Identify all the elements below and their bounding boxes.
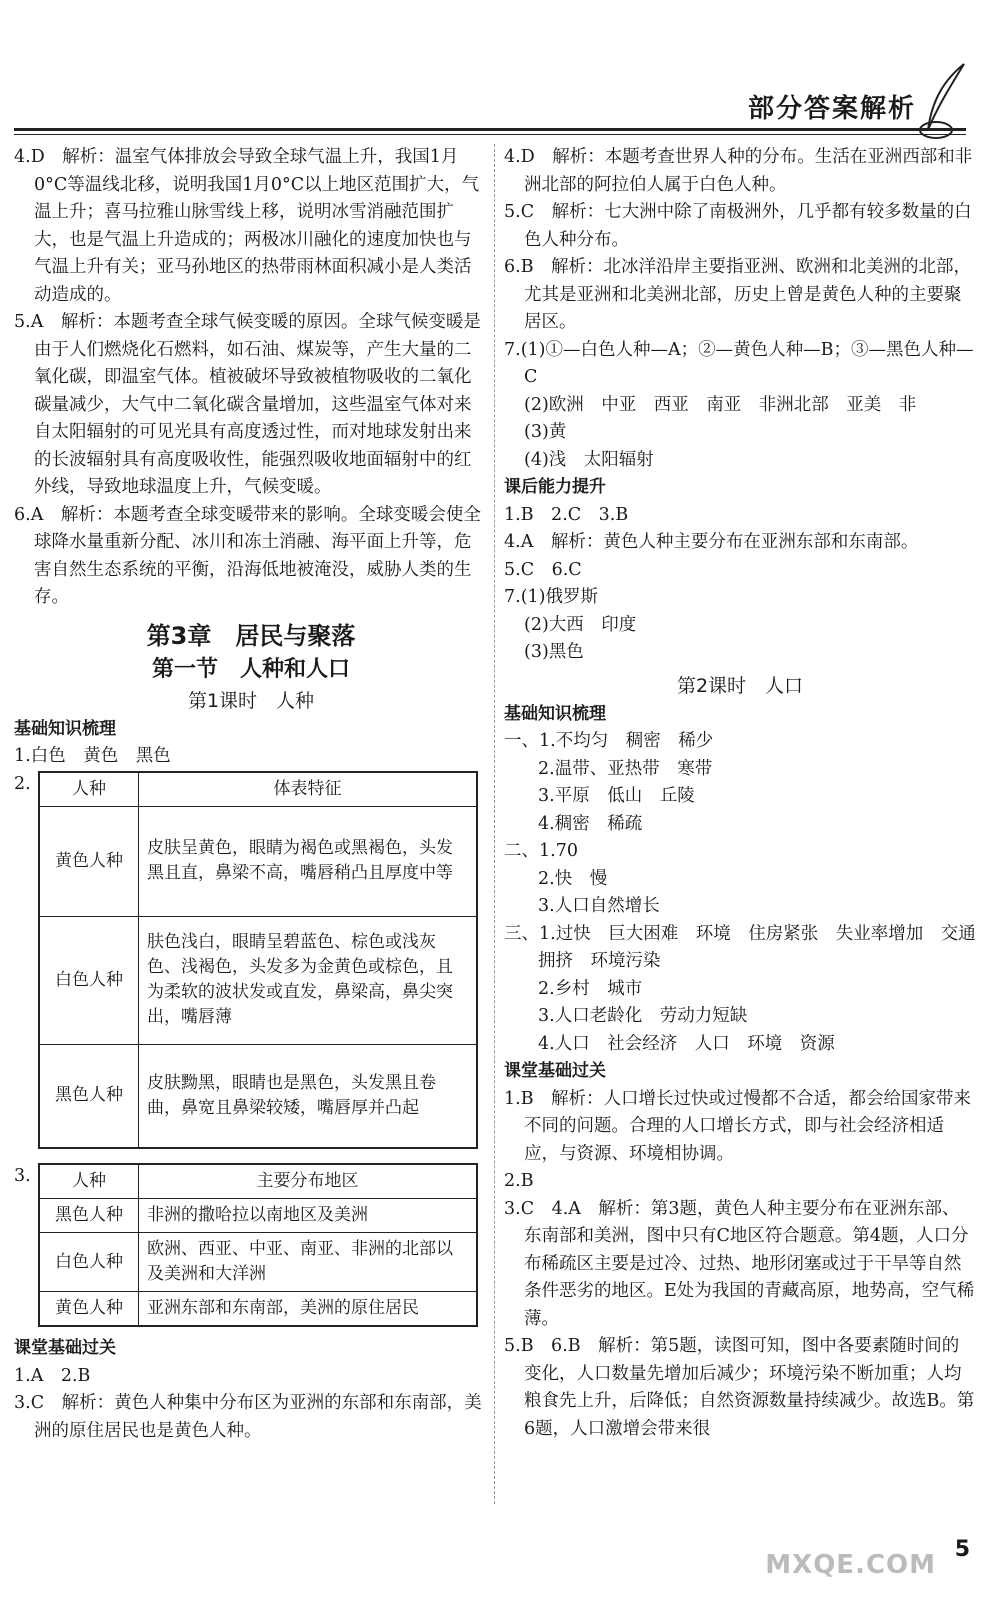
table-row (39, 1044, 477, 1148)
header-rule-thin (14, 134, 966, 135)
chapter-title: 第3章 居民与聚落 (146, 621, 356, 650)
population-3-2: 2.乡村 城市 (538, 978, 643, 999)
class2-answer-5: 5.B 6.B 解析：第5题，读图可知，图中各要素随时间的变化，人口数量先增加后减少；环境污染不断加重；人均粮食先上升，后降低；自然资源数量持续减少。故选B。第6题，人口激增会带来很 (504, 1336, 975, 1439)
table-cell: 非洲的撒哈拉以南地区及美洲 (139, 1199, 478, 1233)
answer-5-right: 5.C 解析：七大洲中除了南极洲外，几乎都有较多数量的白色人种分布。 (504, 202, 972, 250)
basic-knowledge-heading-2: 基础知识梳理 (504, 703, 606, 724)
table-cell: 黑色人种 (39, 1199, 139, 1233)
table1-wrap (14, 771, 488, 1150)
page-number: 5 (954, 1537, 970, 1562)
population-1-4: 4.稠密 稀疏 (538, 813, 643, 834)
table-cell: 黄色人种 (39, 1292, 139, 1327)
population-1-3: 3.平原 低山 丘陵 (538, 786, 695, 806)
class-answer-3: 3.C 解析：黄色人种集中分布区为亚洲的东部和东南部，美洲的原住居民也是黄色人种。 (14, 1393, 482, 1441)
population-3-3: 3.人口老龄化 劳动力短缺 (538, 1006, 748, 1026)
answer-5-left: 5.A 解析：本题考查全球气候变暖的原因。全球气候变暖是由于人们燃烧化石燃料，如石油、煤炭等，产生大量的二氧化碳，即温室气体。植被破坏导致被植物吸收的二氧化碳量减少，大气中二氧化碳含量增加，这些温室气体对来自太阳辐射的可见光具有高度透过性，而对地球发射出来的长波辐射具有高度吸收性，能强烈吸收地面辐射中的红外线，导致地球温度上升，气候变暖。 (14, 312, 481, 497)
table-header: 人种 (39, 772, 139, 807)
table-row (39, 772, 477, 807)
class2-answer-2: 2.B (504, 1171, 534, 1191)
table-cell: 白色人种 (39, 916, 139, 1044)
basic-knowledge-heading: 基础知识梳理 (14, 718, 116, 739)
population-3-1: 三、1.过快 巨大困难 环境 住房紧张 失业率增加 交通拥挤 环境污染 (504, 923, 976, 971)
left-column (14, 144, 488, 1445)
after-answer-5: 5.C 6.C (504, 559, 582, 580)
population-2-1: 二、1.70 (504, 841, 578, 861)
answer-6-right: 6.B 解析：北冰洋沿岸主要指亚洲、欧洲和北美洲的北部，尤其是亚洲和北美洲北部，历史上曾是黄色人种的主要聚居区。 (504, 257, 972, 332)
after-answer-1: 1.B 2.C 3.B (504, 504, 629, 525)
answer-7-part1: 7.(1)①—白色人种—A；②—黄色人种—B；③—黑色人种—C (504, 339, 974, 387)
answer-4-right: 4.D 解析：本题考查世界人种的分布。生活在亚洲西部和非洲北部的阿拉伯人属于白色人种。 (504, 147, 973, 195)
answer-7-part3: (3)黄 (524, 422, 567, 442)
table-cell: 皮肤呈黄色，眼睛为褐色或黑褐色，头发黑且直，鼻梁不高，嘴唇稍凸且厚度中等 (139, 806, 478, 916)
table-header: 主要分布地区 (139, 1164, 478, 1199)
population-2-3: 3.人口自然增长 (538, 896, 660, 916)
table-cell: 皮肤黝黑，眼睛也是黑色，头发黑且卷曲，鼻宽且鼻梁较矮，嘴唇厚并凸起 (139, 1044, 478, 1148)
table-cell: 肤色浅白，眼睛呈碧蓝色、棕色或浅灰色、浅褐色，头发多为金黄色或棕色，且为柔软的波状发或直发，鼻梁高，鼻尖突出，嘴唇薄 (139, 916, 478, 1044)
table-row (39, 806, 477, 916)
table2-wrap (14, 1163, 488, 1327)
class-basic-heading-2: 课堂基础过关 (504, 1061, 606, 1081)
class2-answer-1: 1.B 解析：人口增长过快或过慢都不合适，都会给国家带来不同的问题。合理的人口增长方式，即与社会经济相适应，与资源、环境相协调。 (504, 1088, 972, 1164)
answer-7-part2: (2)欧洲 中亚 西亚 南亚 非洲北部 亚美 非 (524, 394, 917, 415)
page-header-title: 部分答案解析 (747, 94, 916, 124)
population-3-4: 4.人口 社会经济 人口 环境 资源 (538, 1033, 835, 1054)
watermark: MXQE.COM (765, 1550, 936, 1580)
after-answer-7-part2: (2)大西 印度 (524, 614, 637, 635)
table-cell: 欧洲、西亚、中亚、南亚、非洲的北部以及美洲和大洋洲 (139, 1233, 478, 1292)
population-1-2: 2.温带、亚热带 寒带 (538, 758, 713, 779)
race-distribution-table (38, 1163, 478, 1327)
answer-6-left: 6.A 解析：本题考查全球变暖带来的影响。全球变暖会使全球降水量重新分配、冰川和冻土消融、海平面上升等，危害自然生态系统的平衡，沿海低地被淹没，威胁人类的生存。 (14, 504, 481, 607)
table-row (39, 1233, 477, 1292)
class2-answer-3: 3.C 4.A 解析：第3题，黄色人种主要分布在亚洲东部、东南部和美洲，图中只有C地区符合题意。第4题，人口分布稀疏区主要是过冷、过热、地形闭塞或过于干旱等自然条件恶劣的地区。E处为我国的青藏高原，地势高，空气稀薄。 (504, 1198, 975, 1329)
table-cell: 黑色人种 (39, 1044, 139, 1148)
table-cell: 白色人种 (39, 1233, 139, 1292)
table-row (39, 1164, 477, 1199)
right-column (504, 144, 976, 1443)
race-features-table (38, 771, 478, 1150)
class-basic-heading: 课堂基础过关 (14, 1338, 116, 1358)
table-row (39, 916, 477, 1044)
population-1-1: 一、1.不均匀 稠密 稀少 (504, 731, 714, 751)
after-answer-7-part1: 7.(1)俄罗斯 (504, 587, 598, 607)
table-cell: 黄色人种 (39, 806, 139, 916)
section-title: 第一节 人种和人口 (151, 656, 350, 682)
table-row (39, 1199, 477, 1233)
table-header: 人种 (39, 1164, 139, 1199)
table-cell: 亚洲东部和东南部，美洲的原住居民 (139, 1292, 478, 1327)
after-class-heading: 课后能力提升 (504, 477, 606, 497)
header-rule (14, 128, 966, 131)
table2-number: 3. (14, 1166, 31, 1186)
lesson-title: 第1课时 人种 (187, 689, 315, 712)
table-row (39, 1292, 477, 1327)
column-divider (494, 144, 495, 1504)
table1-number: 2. (14, 773, 31, 794)
class-answer-1: 1.A 2.B (14, 1365, 91, 1386)
basic-answer-1: 1.白色 黄色 黑色 (14, 746, 171, 766)
after-answer-4: 4.A 解析：黄色人种主要分布在亚洲东部和东南部。 (504, 532, 919, 552)
answer-4-left: 4.D 解析：温室气体排放会导致全球气温上升，我国1月0°C等温线北移，说明我国1月0°C以上地区范围扩大，气温上升；喜马拉雅山脉雪线上移，说明冰雪消融范围扩大，也是气温上升造成的；两极冰川融化的速度加快也与气温上升有关；亚马孙地区的热带雨林面积减小是人类活动造成的。 (14, 147, 480, 305)
population-2-2: 2.快 慢 (538, 868, 608, 889)
answer-7-part4: (4)浅 太阳辐射 (524, 449, 654, 470)
lesson2-title: 第2课时 人口 (676, 674, 804, 697)
after-answer-7-part3: (3)黑色 (524, 642, 584, 662)
table-header: 体表特征 (139, 772, 478, 807)
